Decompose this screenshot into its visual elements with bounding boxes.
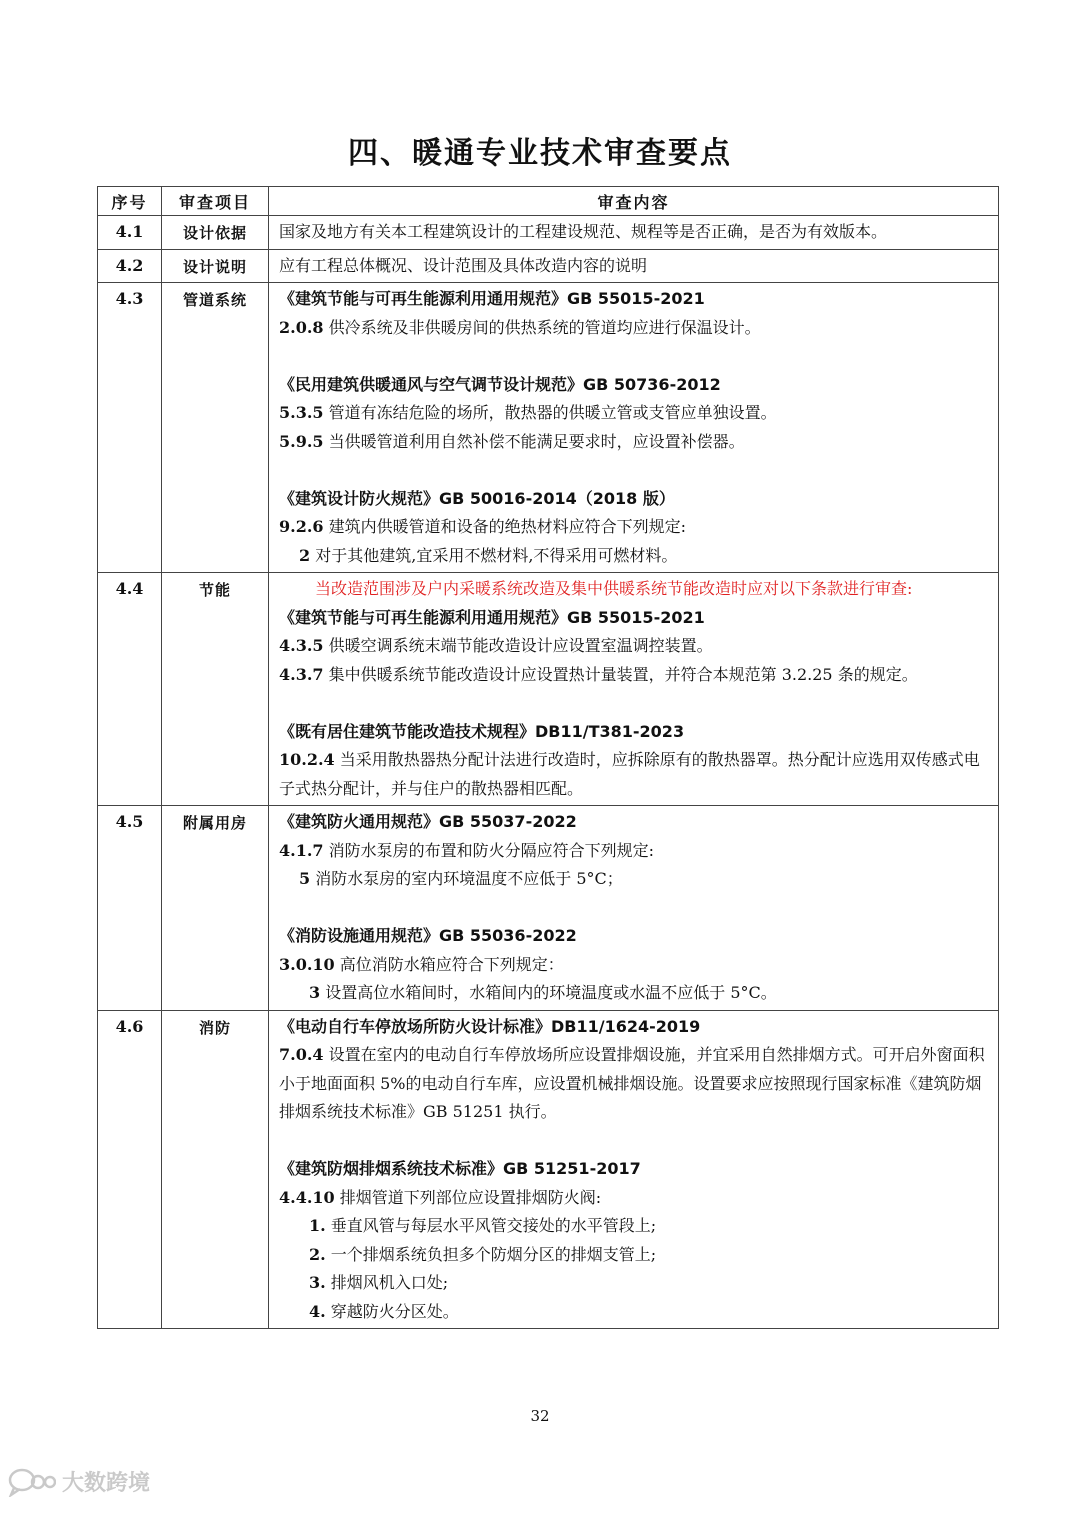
clause-line — [279, 661, 990, 690]
standard-title: 《电动自行车停放场所防火设计标准》DB11/1624-2019 — [279, 1016, 701, 1036]
blank-line — [279, 1127, 990, 1156]
page-number: 32 — [530, 1407, 550, 1425]
clause-line — [279, 1269, 990, 1298]
clause-code: 2. — [309, 1244, 326, 1264]
clause-code: 4.3.7 — [279, 664, 324, 684]
table-row — [98, 1010, 999, 1329]
clause-line — [279, 632, 990, 661]
clause-code: 3.0.10 — [279, 954, 335, 974]
clause-code: 2 — [299, 545, 311, 565]
clause-text: 排烟管道下列部位应设置排烟防火阀: — [334, 1187, 602, 1207]
clause-text: 国家及地方有关本工程建筑设计的工程建设规范、规程等是否正确，是否为有效版本。 — [279, 222, 888, 241]
clause-line — [279, 1041, 990, 1127]
clause-text: 供冷系统及非供暖房间的供热系统的管道均应进行保温设计。 — [323, 317, 761, 337]
standard-title: 《建筑防火通用规范》GB 55037-2022 — [279, 812, 577, 831]
review-item: 管道系统 — [162, 283, 269, 573]
clause-line — [279, 1184, 990, 1213]
condition-note: 当改造范围涉及户内采暖系统改造及集中供暖系统节能改造时应对以下条款进行审查: — [315, 579, 913, 598]
review-item: 设计依据 — [162, 216, 269, 250]
blank-line — [279, 689, 990, 718]
clause-line — [279, 542, 990, 571]
clause-text: 建筑内供暖管道和设备的绝热材料应符合下列规定: — [323, 517, 687, 536]
clause-text: 供暖空调系统末端节能改造设计应设置室温调控装置。 — [323, 636, 713, 655]
page-title: 四、暖通专业技术审查要点 — [348, 136, 732, 171]
review-item: 节能 — [162, 573, 269, 806]
clause-code: 5.3.5 — [279, 403, 324, 422]
clause-line — [279, 1298, 990, 1327]
clause-text: 设置高位水箱间时，水箱间内的环境温度或水温不应低于 5°C。 — [320, 983, 777, 1002]
clause-text: 集中供暖系统节能改造设计应设置热计量装置，并符合本规范第 3.2.25 条的规定。 — [323, 664, 918, 684]
standard-title: 《建筑设计防火规范》GB 50016-2014（2018 版） — [279, 488, 675, 508]
clause-line — [279, 428, 990, 457]
clause-code: 5.9.5 — [279, 431, 324, 451]
review-content — [269, 1010, 999, 1329]
clause-code: 1. — [309, 1216, 326, 1235]
clause-code: 7.0.4 — [279, 1045, 324, 1064]
review-table — [97, 186, 999, 1329]
clause-code: 4.4.10 — [279, 1187, 335, 1207]
clause-text: 对于其他建筑,宜采用不燃材料,不得采用可燃材料。 — [310, 545, 678, 565]
blank-line — [279, 456, 990, 485]
clause-line — [279, 314, 990, 343]
blank-line — [279, 342, 990, 371]
clause-code: 3 — [309, 983, 321, 1002]
clause-line — [279, 399, 990, 428]
review-item: 设计说明 — [162, 249, 269, 283]
header-content: 审查内容 — [269, 187, 999, 216]
row-number: 4.4 — [98, 573, 162, 806]
row-number: 4.2 — [98, 249, 162, 283]
clause-text: 排烟风机入口处; — [325, 1273, 449, 1292]
clause-line — [279, 865, 990, 894]
clause-line — [279, 746, 990, 803]
clause-line — [279, 218, 990, 247]
clause-line — [279, 837, 990, 866]
table-row — [98, 283, 999, 573]
clause-text: 当供暖管道利用自然补偿不能满足要求时，应设置补偿器。 — [323, 431, 745, 451]
review-content — [269, 249, 999, 283]
table-header-row — [98, 187, 999, 216]
clause-text: 高位消防水箱应符合下列规定： — [334, 954, 564, 974]
clause-code: 4.1.7 — [279, 840, 324, 860]
review-item: 消防 — [162, 1010, 269, 1329]
clause-text: 管道有冻结危险的场所，散热器的供暖立管或支管应单独设置。 — [323, 403, 777, 422]
table-row — [98, 216, 999, 250]
clause-code: 10.2.4 — [279, 750, 335, 769]
clause-line — [279, 252, 990, 281]
review-item: 附属用房 — [162, 806, 269, 1011]
clause-line — [279, 1241, 990, 1270]
clause-text: 当采用散热器热分配计法进行改造时，应拆除原有的散热器罩。热分配计应选用双传感式电子式热分配计，并与住户的散热器相匹配。 — [279, 750, 980, 798]
watermark-text: 大数跨境 — [62, 1471, 151, 1496]
table-row — [98, 806, 999, 1011]
row-number: 4.5 — [98, 806, 162, 1011]
standard-title: 《建筑节能与可再生能源利用通用规范》GB 55015-2021 — [279, 289, 705, 308]
clause-text: 应有工程总体概况、设计范围及具体改造内容的说明 — [279, 255, 648, 275]
watermark — [8, 1466, 150, 1497]
table-row — [98, 249, 999, 283]
clause-code: 9.2.6 — [279, 517, 324, 536]
clause-text: 消防水泵房的室内环境温度不应低于 5°C； — [310, 869, 623, 888]
header-item: 审查项目 — [162, 187, 269, 216]
clause-line — [279, 1212, 990, 1241]
review-content — [269, 283, 999, 573]
clause-line — [279, 513, 990, 542]
standard-title: 《消防设施通用规范》GB 55036-2022 — [279, 926, 577, 945]
table-row — [98, 573, 999, 806]
row-number: 4.1 — [98, 216, 162, 250]
clause-code: 5 — [299, 869, 311, 888]
clause-text: 一个排烟系统负担多个防烟分区的排烟支管上; — [325, 1244, 657, 1264]
clause-code: 4. — [309, 1301, 326, 1321]
row-number: 4.6 — [98, 1010, 162, 1329]
header-no: 序号 — [98, 187, 162, 216]
clause-text: 消防水泵房的布置和防火分隔应符合下列规定: — [323, 840, 655, 860]
review-content — [269, 573, 999, 806]
clause-code: 2.0.8 — [279, 317, 324, 337]
clause-code: 3. — [309, 1273, 326, 1292]
chat-bubble-logo-icon — [8, 1467, 56, 1497]
standard-title: 《民用建筑供暖通风与空气调节设计规范》GB 50736-2012 — [279, 374, 721, 394]
clause-text: 设置在室内的电动自行车停放场所应设置排烟设施，并宜采用自然排烟方式。可开启外窗面积小于地面面积 5%的电动自行车库，应设置机械排烟设施。设置要求应按照现行国家标准《建筑防烟排烟系统技术标准》GB 51251 执行。 — [279, 1045, 985, 1121]
clause-text: 垂直风管与每层水平风管交接处的水平管段上; — [325, 1216, 657, 1235]
standard-title: 《建筑防烟排烟系统技术标准》GB 51251-2017 — [279, 1159, 641, 1178]
clause-line — [279, 979, 990, 1008]
review-content — [269, 216, 999, 250]
clause-text: 穿越防火分区处。 — [325, 1301, 459, 1321]
blank-line — [279, 894, 990, 923]
row-number: 4.3 — [98, 283, 162, 573]
standard-title: 《既有居住建筑节能改造技术规程》DB11/T381-2023 — [279, 721, 685, 741]
clause-code: 4.3.5 — [279, 636, 324, 655]
clause-line — [279, 951, 990, 980]
standard-title: 《建筑节能与可再生能源利用通用规范》GB 55015-2021 — [279, 607, 705, 627]
review-content — [269, 806, 999, 1011]
